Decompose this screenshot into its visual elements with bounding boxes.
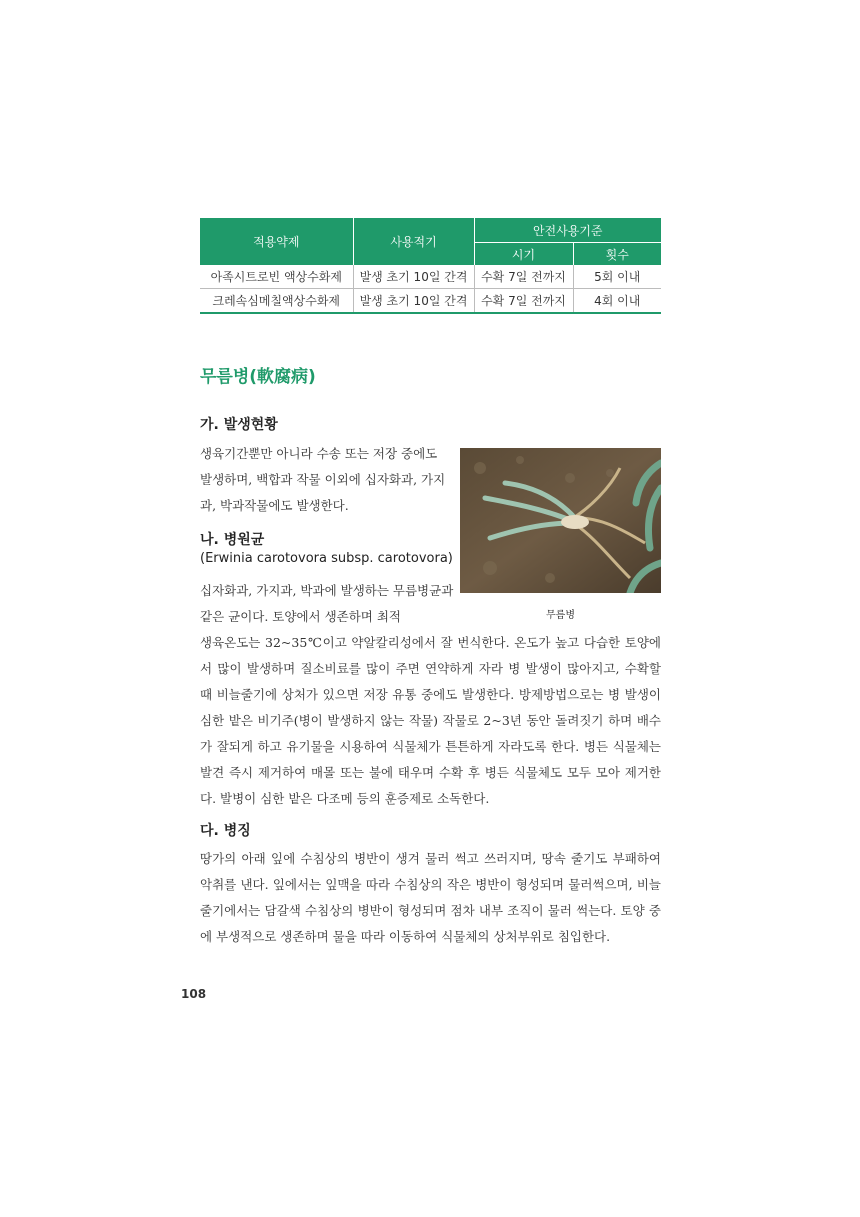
heading-occurrence: 가. 발생현황: [200, 417, 278, 433]
header-timing: 사용적기: [353, 218, 474, 265]
soft-rot-plant-image: [460, 448, 661, 593]
pathogen-latin-name: (Erwinia carotovora subsp. carotovora): [200, 551, 453, 566]
cell-count: 4회 이내: [573, 289, 661, 314]
table-row: [200, 265, 661, 289]
heading-symptoms: 다. 병징: [200, 823, 251, 839]
table-row: [200, 289, 661, 314]
pesticide-table: [200, 218, 661, 314]
pathogen-text-short: 십자화과, 가지과, 박과에 발생하는 무름병균과 같은 균이다. 토양에서 생존하며 최적: [200, 583, 454, 624]
photo-caption: 무름병: [546, 610, 575, 621]
page-number: 108: [181, 987, 207, 1001]
header-pesticide: 적용약제: [200, 218, 353, 265]
cell-when: 수확 7일 전까지: [474, 289, 573, 314]
heading-pathogen: 나. 병원균: [200, 532, 265, 548]
symptoms-text: 땅가의 아래 잎에 수침상의 병반이 생겨 물러 썩고 쓰러지며, 땅속 줄기도 부패하여 악취를 낸다. 잎에서는 잎맥을 따라 수침상의 작은 병반이 형성되며 물러썩으며, 비늘줄기에서는 담갈색 수침상의 병반이 형성되며 점차 내부 조직이 물러 썩는다. 토양 중에 부생적으로 생존하며 물을 따라 이동하여 식물체의 상처부위로 침입한다.: [200, 851, 661, 944]
section-title: 무름병(軟腐病): [200, 367, 316, 387]
cell-pesticide: 크레속심메칠액상수화제: [200, 289, 353, 314]
disease-photo: [460, 448, 661, 593]
cell-timing: 발생 초기 10일 간격: [353, 289, 474, 314]
cell-count: 5회 이내: [573, 265, 661, 289]
pathogen-text-long: 생육온도는 32~35℃이고 약알칼리성에서 잘 번식한다. 온도가 높고 다습한 토양에서 많이 발생하며 질소비료를 많이 주면 연약하게 자라 병 발생이 많아지고, 수확할 때 비늘줄기에 상처가 있으면 저장 유통 중에도 발생한다. 방제방법으로는 병 발생이 심한 밭은 비기주(병이 발생하지 않는 작물) 작물로 2~3년 동안 돌려짓기 하며 배수가 잘되게 하고 유기물을 시용하여 식물체가 튼튼하게 자라도록 한다. 병든 식물체는 발견 즉시 제거하여 매몰 또는 불에 태우며 수확 후 병든 식물체도 모두 모아 제거한다. 발병이 심한 밭은 다조메 등의 훈증제로 소독한다.: [200, 635, 661, 806]
cell-pesticide: 아족시트로빈 액상수화제: [200, 265, 353, 289]
header-when: 시기: [474, 243, 573, 266]
cell-when: 수확 7일 전까지: [474, 265, 573, 289]
occurrence-text: 생육기간뿐만 아니라 수송 또는 저장 중에도 발생하며, 백합과 작물 이외에 십자화과, 가지과, 박과작물에도 발생한다.: [200, 446, 446, 513]
cell-timing: 발생 초기 10일 간격: [353, 265, 474, 289]
header-safety: 안전사용기준: [474, 218, 661, 243]
header-count: 횟수: [573, 243, 661, 266]
